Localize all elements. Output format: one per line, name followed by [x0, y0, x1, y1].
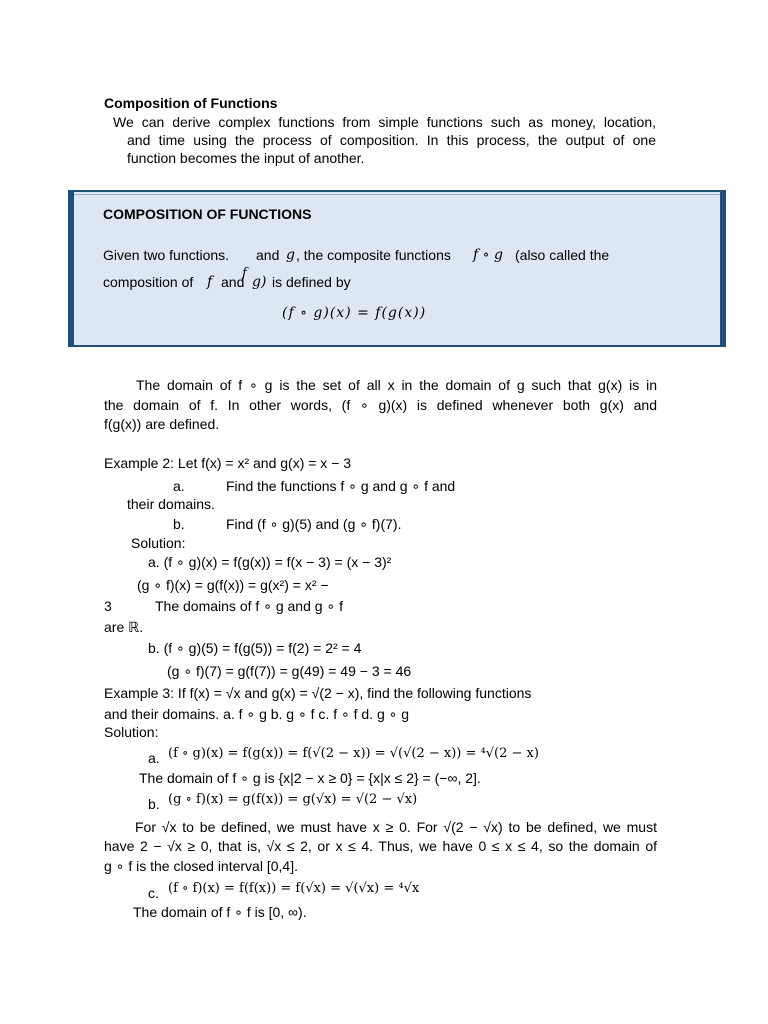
definition-line-2-a: composition of [103, 274, 194, 290]
definition-line-1-f: (also called the [515, 247, 610, 263]
example-2-statement: Example 2: Let f(x) = x² and g(x) = x − 3 [104, 455, 352, 471]
definition-line-1-a: Given two functions. [103, 247, 230, 263]
example-2-solution-a-2: (g ∘ f)(x) = g(f(x)) = g(x²) = x² − [137, 577, 329, 593]
definition-line-2-f: f [207, 274, 213, 290]
example-2-solution-a-4: are ℝ. [104, 619, 144, 635]
definition-line-1-b: and [256, 247, 280, 263]
definition-line-1-d: , the composite functions [296, 247, 451, 263]
composition-formula: (f ∘ g)(x) = f(g(x)) [282, 305, 427, 321]
floating-f-symbol: f [242, 266, 247, 281]
example-3-b-paragraph-line-3: g ∘ f is the closed interval [0,4]. [104, 858, 298, 874]
example-3-c-label: c. [148, 885, 159, 901]
example-2-solution-a-3-number: 3 [104, 598, 112, 614]
intro-paragraph-line-2: and time using the process of composition. In this process, the output of one [127, 132, 656, 148]
example-3-items: and their domains. a. f ∘ g b. g ∘ f c. f ∘ f d. g ∘ g [104, 706, 410, 722]
definition-line-2-g: g) [252, 274, 267, 290]
example-2-b-label: b. [173, 516, 185, 532]
definition-heading: COMPOSITION OF FUNCTIONS [103, 206, 312, 222]
example-3-b-paragraph-line-1: For √x to be defined, we must have x ≥ 0. For √(2 − √x) to be defined, we must [135, 819, 657, 835]
example-3-c-domain: The domain of f ∘ f is [0, ∞). [133, 904, 307, 920]
definition-line-1-g: g [286, 247, 295, 263]
example-2-solution-a-1: a. (f ∘ g)(x) = f(g(x)) = f(x − 3) = (x − 3)² [148, 554, 392, 570]
definition-line-2-and: and [221, 274, 245, 290]
example-3-solution-label: Solution: [104, 724, 159, 740]
example-2-a-label: a. [173, 478, 185, 494]
box-top-rule [74, 194, 720, 195]
definition-line-1-fog: f ∘ g [473, 247, 503, 263]
domain-paragraph-line-3: f(g(x)) are defined. [104, 416, 220, 432]
definition-line-2-e: is defined by [272, 274, 351, 290]
example-3-c-formula: (f ∘ f)(x) = f(f(x)) = f(√x) = √(√x) = ⁴√x [168, 881, 420, 896]
domain-paragraph-line-2: the domain of f. In other words, (f ∘ g)(x) is defined whenever both g(x) and [104, 397, 657, 413]
example-2-b-text: Find (f ∘ g)(5) and (g ∘ f)(7). [226, 516, 402, 532]
intro-paragraph-line-3: function becomes the input of another. [127, 150, 365, 166]
example-2-solution-a-3-text: The domains of f ∘ g and g ∘ f [155, 598, 343, 614]
example-3-statement: Example 3: If f(x) = √x and g(x) = √(2 − x), find the following functions [104, 685, 532, 701]
intro-paragraph-line-1: We can derive complex functions from simple functions such as money, location, [113, 114, 656, 130]
example-3-b-label: b. [148, 796, 160, 812]
example-2-a-continuation: their domains. [127, 496, 215, 512]
example-2-a-text: Find the functions f ∘ g and g ∘ f and [226, 478, 456, 494]
example-2-solution-b-1: b. (f ∘ g)(5) = f(g(5)) = f(2) = 2² = 4 [148, 640, 362, 656]
example-3-b-formula: (g ∘ f)(x) = g(f(x)) = g(√x) = √(2 − √x) [168, 792, 418, 807]
section-title: Composition of Functions [104, 95, 278, 111]
domain-paragraph-line-1: The domain of f ∘ g is the set of all x in the domain of g such that g(x) is in [136, 377, 657, 393]
example-3-a-label: a. [148, 750, 160, 766]
example-2-solution-label: Solution: [131, 535, 186, 551]
example-3-a-domain: The domain of f ∘ g is {x|2 − x ≥ 0} = {x|x ≤ 2} = (−∞, 2]. [139, 770, 481, 786]
example-2-solution-b-2: (g ∘ f)(7) = g(f(7)) = g(49) = 49 − 3 = 46 [167, 663, 412, 679]
example-3-b-paragraph-line-2: have 2 − √x ≥ 0, that is, √x ≤ 2, or x ≤ 4. Thus, we have 0 ≤ x ≤ 4, so the domain of [104, 838, 657, 854]
example-3-a-formula: (f ∘ g)(x) = f(g(x)) = f(√(2 − x)) = √(√(2 − x)) = ⁴√(2 − x) [168, 746, 539, 761]
